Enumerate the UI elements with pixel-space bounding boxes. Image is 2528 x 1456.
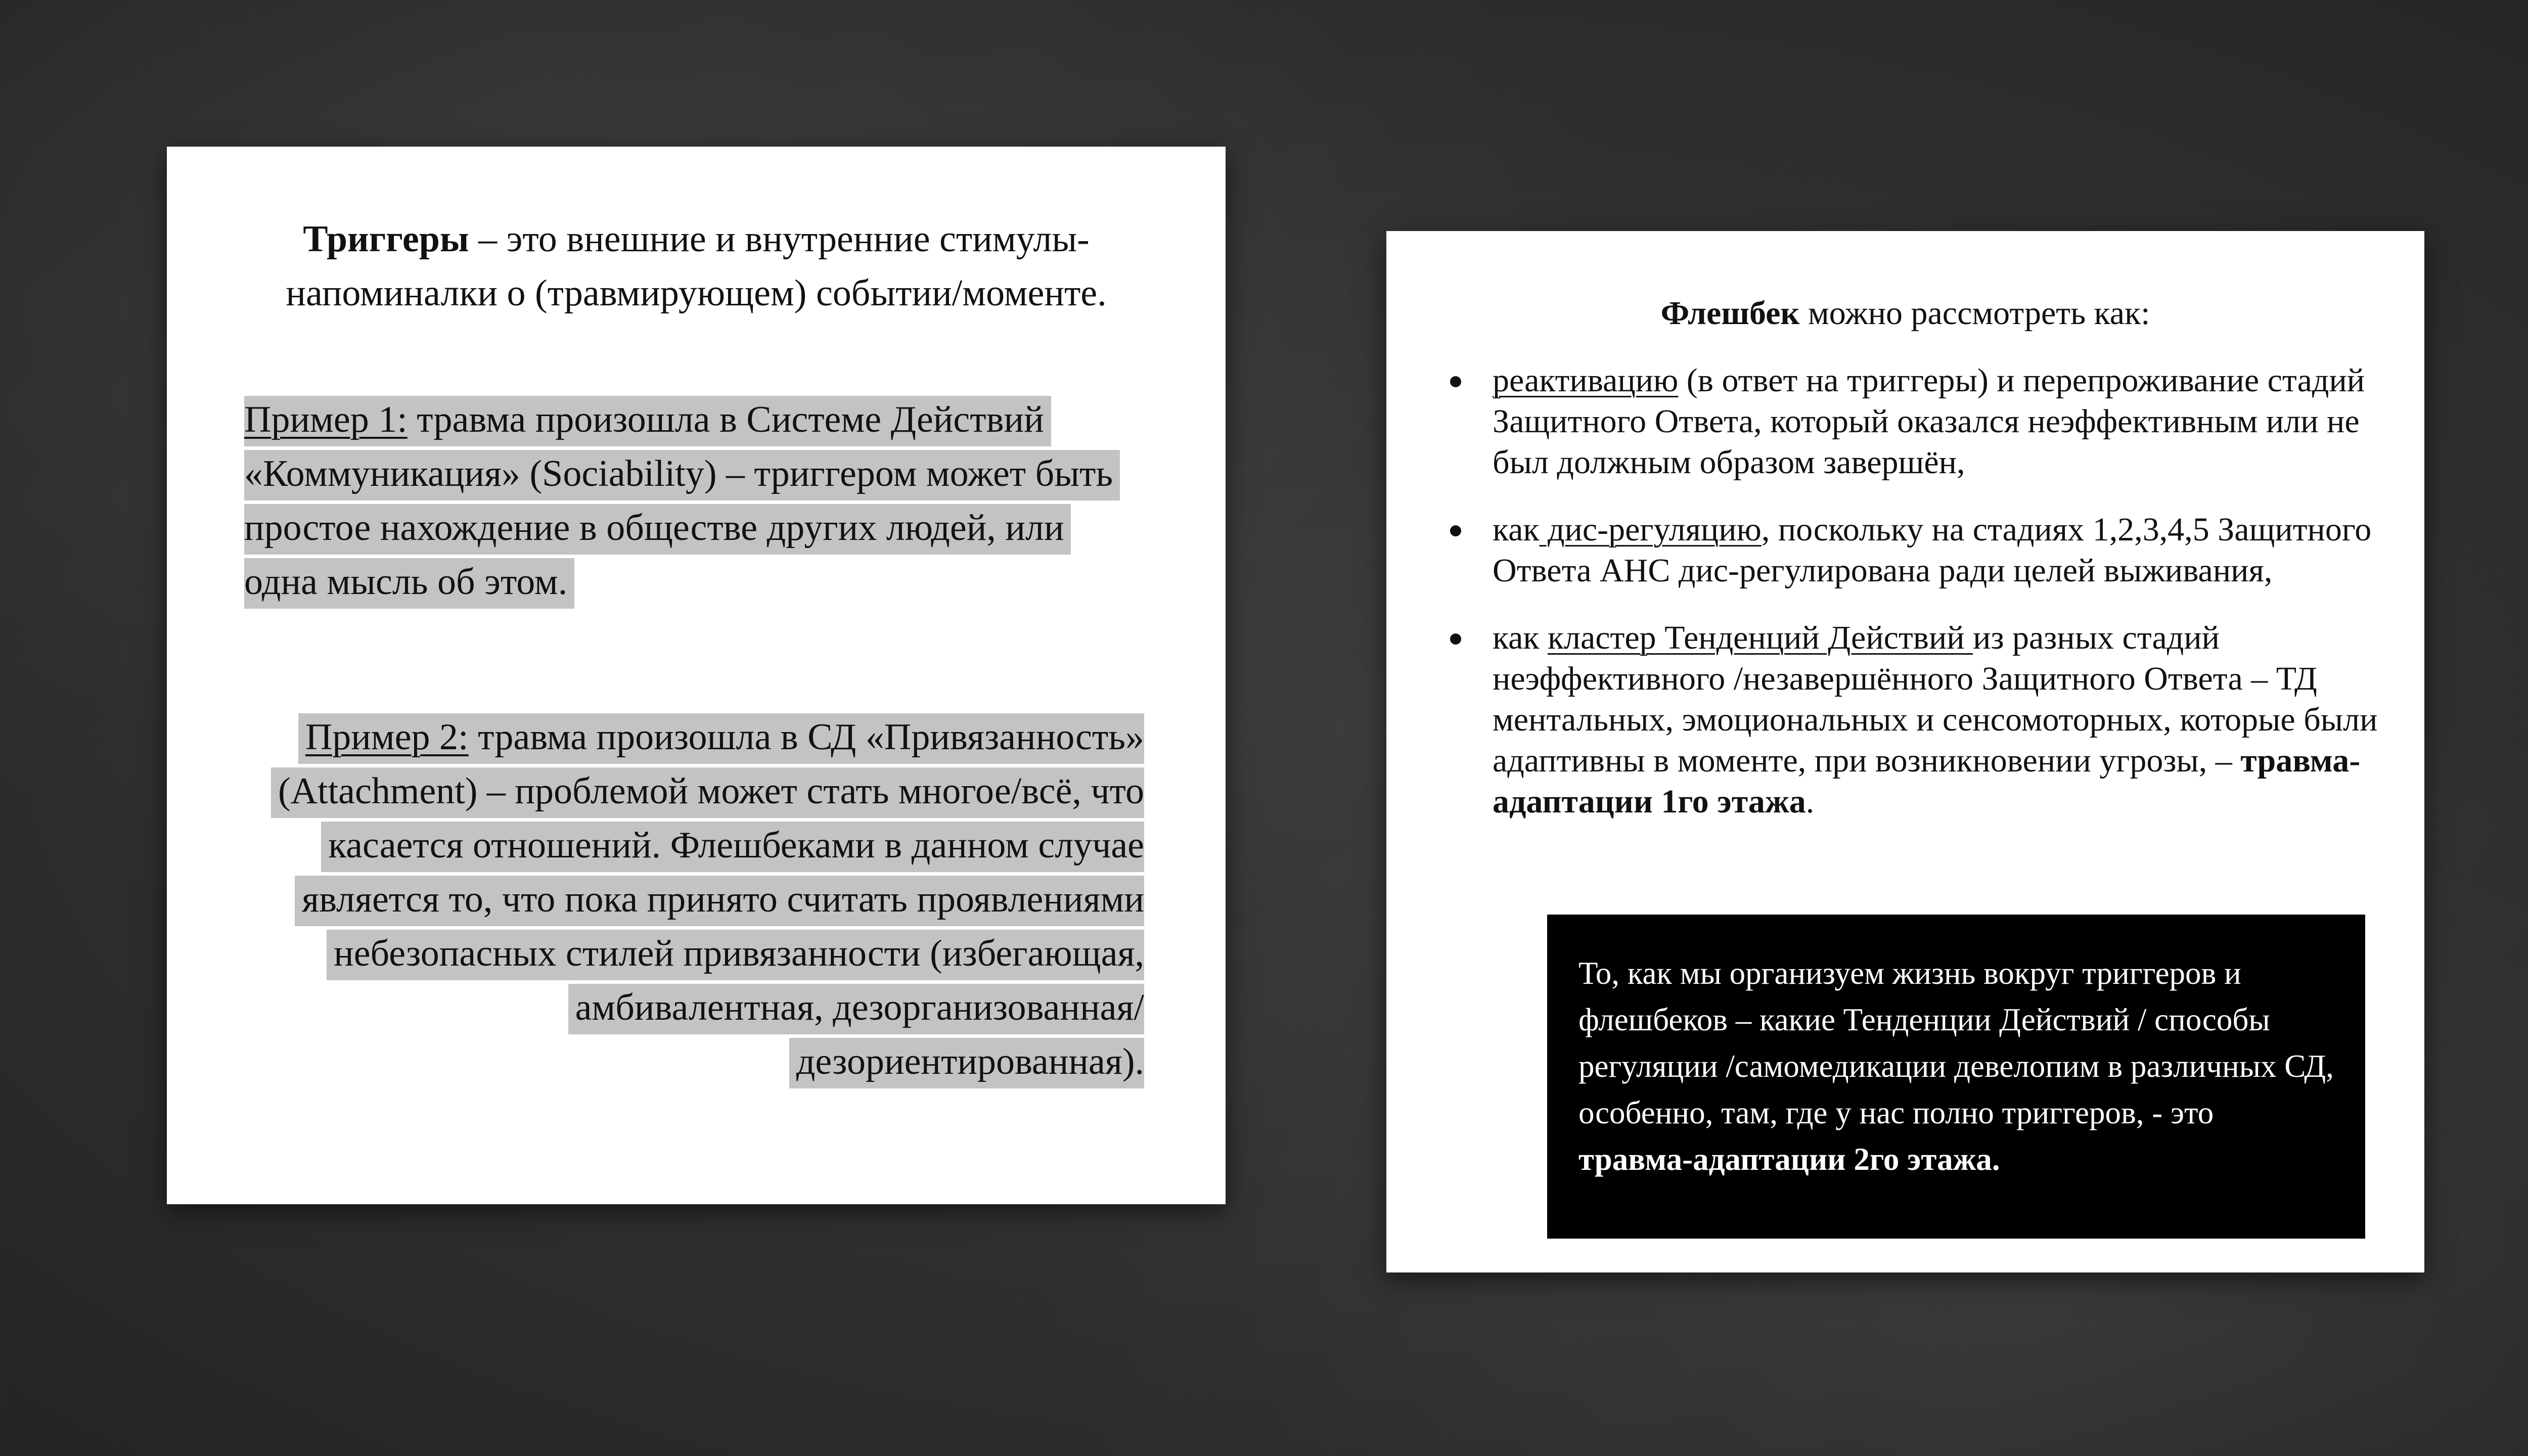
bullet-1-underlined: реактивацию <box>1493 362 1679 399</box>
bullet-3-end: . <box>1805 783 1815 820</box>
flashback-card <box>1386 231 2424 1272</box>
bullet-1-text: (в ответ на триггеры) и перепроживание стадий Защитного Ответа, который оказался неэффективным или не был должным образом завершён, <box>1493 362 2365 481</box>
bullet-icon <box>1450 525 1461 536</box>
example-1-label: Пример 1: <box>244 399 408 440</box>
list-item <box>1493 509 2392 591</box>
bullet-3-bold: травма-адаптации 1го этажа <box>1493 742 2361 820</box>
example-1-highlight <box>244 396 1120 609</box>
list-item <box>1493 360 2392 483</box>
bullet-3-text: из разных стадий неэффективного /незавершённого Защитного Ответа – ТД ментальных, эмоциональных и сенсомоторных, которые были адаптивны в моменте, при возникновении угрозы, – <box>1493 619 2378 779</box>
example-1 <box>244 393 1144 609</box>
flashback-heading-text: можно рассмотреть как: <box>1799 295 2150 332</box>
example-2-text: травма произошла в СД «Привязанность» (Attachment) – проблемой может стать многое/всё, что касается отношений. Флешбеками в данном случае является то, что пока принято считать проявлениями небезопасных стилей привязанности (избегающая, амбивалентная, дезорганизованная/дезориентированная). <box>278 716 1144 1082</box>
example-1-text: травма произошла в Системе Действий «Коммуникация» (Sociability) – триггером может быть простое нахождение в обществе других людей, или одна мысль об этом. <box>244 399 1113 603</box>
bullet-icon <box>1450 633 1461 645</box>
bullet-2-prefix: как <box>1493 511 1540 548</box>
flashback-list <box>1493 360 2392 848</box>
example-2-label: Пример 2: <box>305 716 469 758</box>
example-2-highlight <box>271 713 1144 1088</box>
flashback-heading <box>1386 291 2424 336</box>
bullet-icon <box>1450 376 1461 387</box>
example-2 <box>244 710 1144 1089</box>
triggers-definition <box>243 212 1150 321</box>
bullet-3-underlined: кластер Тенденций Действий <box>1547 619 1973 656</box>
trauma-adaptation-callout <box>1547 915 2365 1239</box>
flashback-term: Флешбек <box>1660 295 1800 332</box>
list-item <box>1493 617 2392 822</box>
triggers-definition-text: – это внешние и внутренние стимулы-напоминалки о (травмирующем) событии/моменте. <box>286 218 1107 314</box>
bullet-2-underlined: дис-регуляцию <box>1539 511 1762 548</box>
bullet-2-text: , поскольку на стадиях 1,2,3,4,5 Защитного Ответа АНС дис-регулирована ради целей выживания, <box>1493 511 2372 589</box>
callout-bold: травма-адаптации 2го этажа. <box>1578 1142 2000 1177</box>
bullet-3-prefix: как <box>1493 619 1548 656</box>
triggers-term: Триггеры <box>303 218 469 260</box>
triggers-card <box>167 147 1226 1204</box>
callout-text: То, как мы организуем жизнь вокруг триггеров и флешбеков – какие Тенденции Действий / способы регуляции /самомедикации девелопим в различных СД, особенно, там, где у нас полно триггеров, - это <box>1578 956 2334 1130</box>
